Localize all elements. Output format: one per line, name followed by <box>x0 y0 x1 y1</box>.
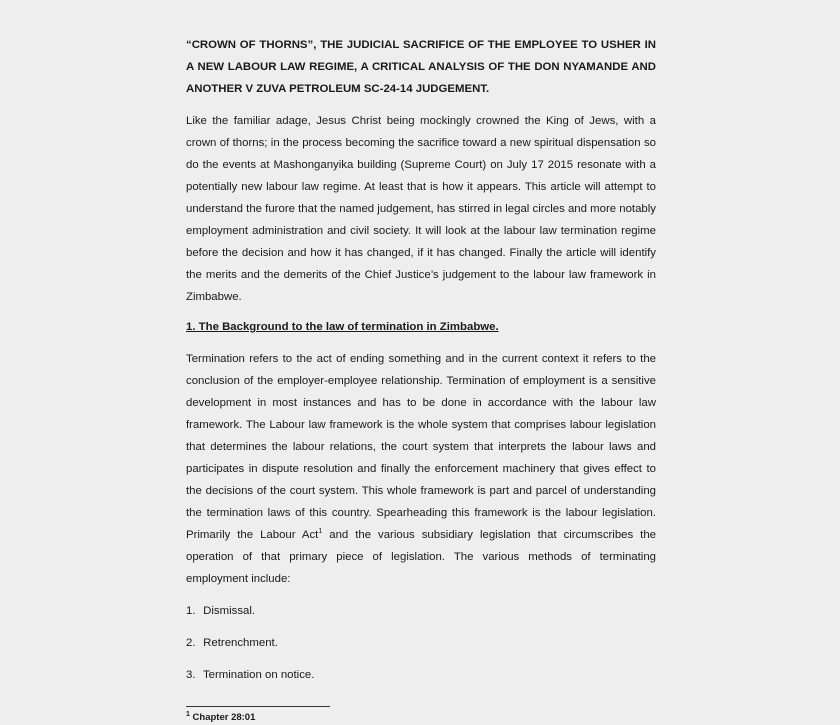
termination-methods-list <box>186 600 656 686</box>
list-item <box>186 664 656 686</box>
list-item-text: Retrenchment. <box>203 637 278 649</box>
section-heading: 1. The Background to the law of termination in Zimbabwe. <box>186 321 499 333</box>
list-item-text: Dismissal. <box>203 605 256 617</box>
footnote-text: Chapter 28:01 <box>192 712 256 723</box>
list-item-number: 1. <box>186 605 196 617</box>
list-item-number: 2. <box>186 637 196 649</box>
footnote-reference[interactable]: 1 <box>318 528 323 536</box>
document-body <box>186 34 656 725</box>
list-item-number: 3. <box>186 669 196 681</box>
intro-paragraph: Like the familiar adage, Jesus Christ being mockingly crowned the King of Jews, with a crown of thorns; in the process becoming the sacrifice toward a new spiritual dispensation so do the events at Mashonganyika building (Supreme Court) on July 17 2015 resonate with a potentially new labour law regime. At least that is how it appears. This article will attempt to understand the furore that the named judgement, has stirred in legal circles and more notably employment administration and civil society. It will look at the labour law termination regime before the decision and how it has changed, if it has changed. Finally the article will identify the merits and the demerits of the Chief Justice’s judgement to the labour law framework in Zimbabwe. <box>186 115 656 303</box>
footnote-divider <box>186 706 330 707</box>
footnote-marker: 1 <box>186 710 190 718</box>
section-paragraph-part1: Termination refers to the act of ending something and in the current context it refers to the conclusion of the employer-employee relationship. Termination of employment is a sensitive development in most instances and has to be done in accordance with the labour law framework. The Labour law framework is the whole system that comprises labour legislation that determines the labour relations, the court system that interprets the labour laws and participates in dispute resolution and finally the enforcement machinery that gives effect to the decisions of the court system. This whole framework is part and parcel of understanding the termination laws of this country. Spearheading this framework is the labour legislation. Primarily the Labour Act <box>186 353 656 541</box>
section-paragraph-part2: and the various subsidiary legislation that circumscribes the operation of that primary piece of legislation. The various methods of terminating employment include: <box>186 529 657 585</box>
list-item <box>186 600 656 622</box>
document-title: “CROWN OF THORNS”, THE JUDICIAL SACRIFICE OF THE EMPLOYEE TO USHER IN A NEW LABOUR LAW REGIME, A CRITICAL ANALYSIS OF THE DON NYAMANDE AND ANOTHER V ZUVA PETROLEUM SC-24-14 JUDGEMENT. <box>186 39 656 95</box>
list-item-text: Termination on notice. <box>202 669 315 681</box>
list-item <box>186 632 656 654</box>
footnote <box>186 711 656 725</box>
section-paragraph <box>186 348 656 590</box>
